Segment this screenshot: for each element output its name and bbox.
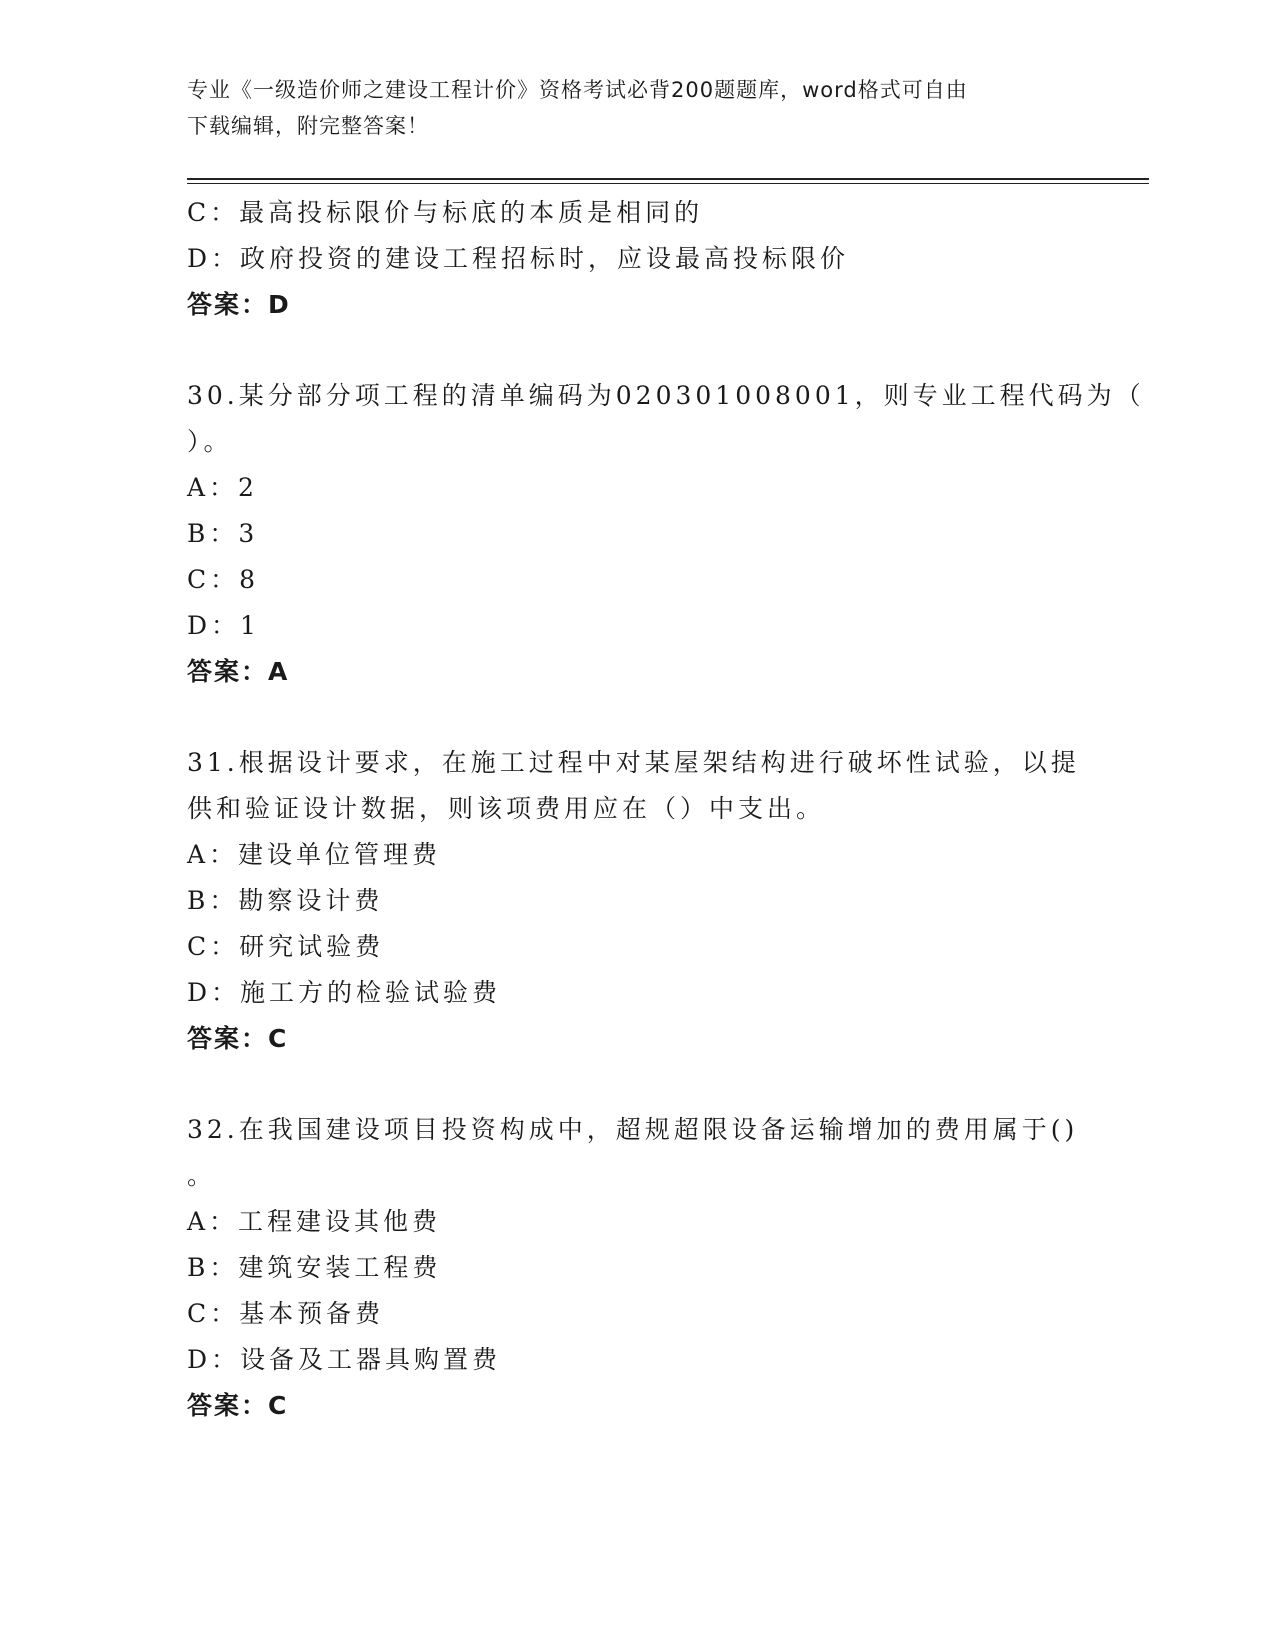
- answer-line: 答案：C: [187, 1024, 289, 1053]
- header-line-1: 专业《一级造价师之建设工程计价》资格考试必背200题题库，word格式可自由: [187, 78, 968, 102]
- header-rule-thin: [187, 183, 1149, 184]
- option-d: D：1: [187, 611, 260, 640]
- question-32: [187, 1107, 1087, 1429]
- option-a: A：建设单位管理费: [187, 840, 442, 869]
- option-d: D：设备及工器具购置费: [187, 1345, 502, 1374]
- option-c: C：最高投标限价与标底的本质是相同的: [187, 198, 704, 227]
- question-stem: 30.某分部分项工程的清单编码为020301008001，则专业工程代码为（: [187, 381, 1145, 410]
- question-29-tail: [187, 190, 1087, 328]
- question-stem-cont: ）。: [187, 427, 233, 456]
- header-line-2: 下载编辑，附完整答案！: [187, 114, 429, 138]
- question-stem: 31.根据设计要求，在施工过程中对某屋架结构进行破坏性试验，以提: [187, 748, 1080, 777]
- answer-line: 答案：A: [187, 657, 290, 686]
- option-c: C：基本预备费: [187, 1299, 385, 1328]
- question-list: [187, 190, 1145, 1429]
- option-b: B：3: [187, 519, 259, 548]
- option-a: A：工程建设其他费: [187, 1207, 442, 1236]
- question-30: [187, 373, 1145, 695]
- answer-line: 答案：C: [187, 1391, 289, 1420]
- option-b: B：勘察设计费: [187, 886, 384, 915]
- question-stem: 32.在我国建设项目投资构成中，超规超限设备运输增加的费用属于(): [187, 1115, 1079, 1144]
- question-stem-cont: 供和验证设计数据，则该项费用应在（）中支出。: [187, 794, 826, 823]
- option-c: C：8: [187, 565, 260, 594]
- question-stem-cont: 。: [187, 1161, 217, 1190]
- option-c: C：研究试验费: [187, 932, 385, 961]
- option-d: D：政府投资的建设工程招标时，应设最高投标限价: [187, 244, 850, 273]
- answer-line: 答案：D: [187, 290, 291, 319]
- option-a: A：2: [187, 473, 258, 502]
- question-31: [187, 740, 1087, 1062]
- option-b: B：建筑安装工程费: [187, 1253, 442, 1282]
- document-header: [187, 72, 1087, 144]
- header-rule-thick: [187, 178, 1149, 180]
- option-d: D：施工方的检验试验费: [187, 978, 502, 1007]
